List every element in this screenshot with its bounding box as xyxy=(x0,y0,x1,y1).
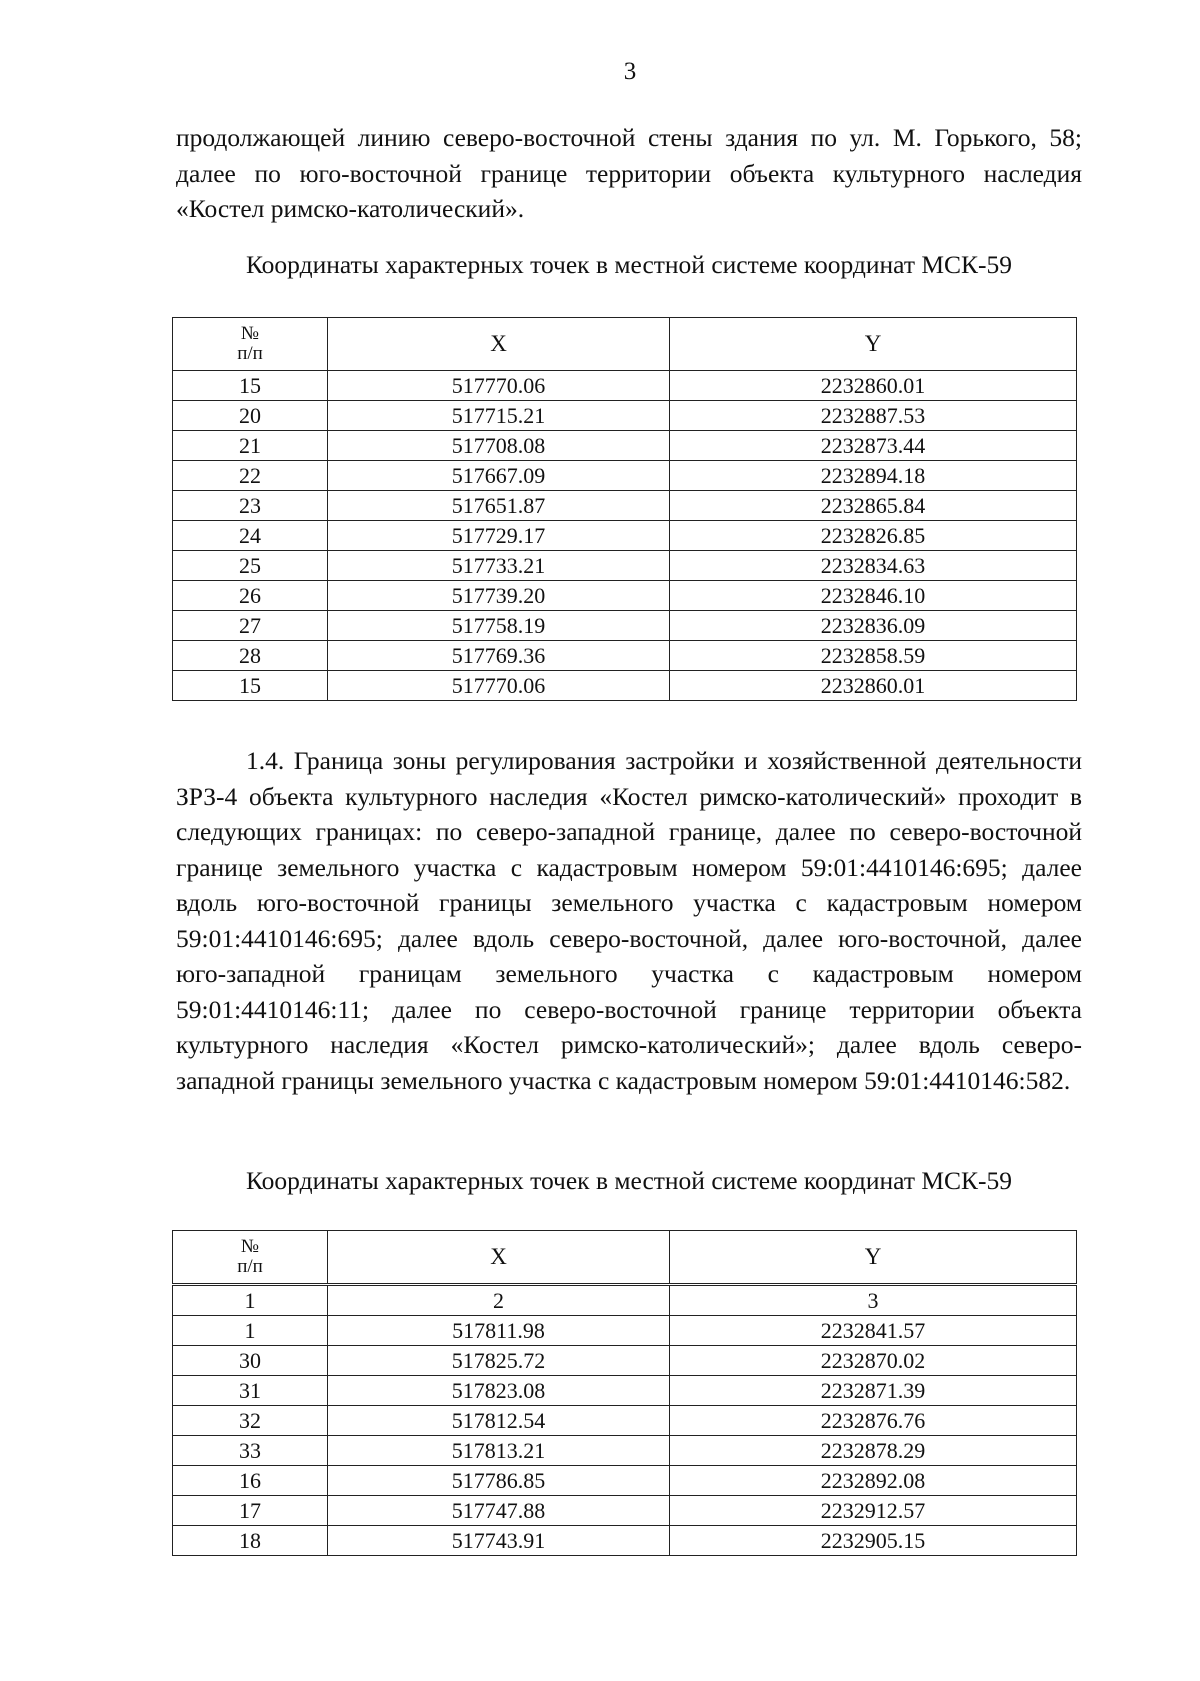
cell-x: 517743.91 xyxy=(328,1526,670,1556)
cell-y: 2232836.09 xyxy=(670,611,1077,641)
header-number-abbr: п/п xyxy=(237,1256,263,1277)
cell-number: 24 xyxy=(173,521,328,551)
cell-x: 517708.08 xyxy=(328,431,670,461)
cell-x: 517651.87 xyxy=(328,491,670,521)
table-header-row xyxy=(173,318,1077,371)
cell-x: 517715.21 xyxy=(328,401,670,431)
cell-number: 26 xyxy=(173,581,328,611)
table-row xyxy=(173,461,1077,491)
cell-y: 2232892.08 xyxy=(670,1466,1077,1496)
table-row xyxy=(173,581,1077,611)
cell-x: 517758.19 xyxy=(328,611,670,641)
cell-number: 31 xyxy=(173,1376,328,1406)
table-row xyxy=(173,1496,1077,1526)
header-x: X xyxy=(328,1231,670,1285)
table-row xyxy=(173,641,1077,671)
cell-x: 517825.72 xyxy=(328,1346,670,1376)
cell-number: 30 xyxy=(173,1346,328,1376)
table-row xyxy=(173,521,1077,551)
cell-x: 517811.98 xyxy=(328,1316,670,1346)
cell-y: 2232834.63 xyxy=(670,551,1077,581)
cell-y: 2232865.84 xyxy=(670,491,1077,521)
cell-x: 517739.20 xyxy=(328,581,670,611)
cell-y: 2232841.57 xyxy=(670,1316,1077,1346)
cell-x: 517813.21 xyxy=(328,1436,670,1466)
table-2-caption: Координаты характерных точек в местной системе координат МСК-59 xyxy=(245,1166,1013,1195)
cell-y: 2232860.01 xyxy=(670,371,1077,401)
cell-y: 2232873.44 xyxy=(670,431,1077,461)
table-row xyxy=(173,401,1077,431)
cell-number: 33 xyxy=(173,1436,328,1466)
cell-y: 2232894.18 xyxy=(670,461,1077,491)
cell-x: 517667.09 xyxy=(328,461,670,491)
table-row xyxy=(173,431,1077,461)
cell-number: 32 xyxy=(173,1406,328,1436)
coordinates-table-2 xyxy=(172,1230,1077,1556)
table-row xyxy=(173,1376,1077,1406)
paragraph-zone-boundary: 1.4. Граница зоны регулирования застройки и хозяйственной деятельности ЗРЗ-4 объекта культурного наследия «Костел римско-католический» проходит в следующих границах: по северо-западной границе, далее по северо-восточной границе земельного участка с кадастровым номером 59:01:4410146:695; далее вдоль юго-восточной границы земельного участка с кадастровым номером 59:01:4410146:695; далее вдоль северо-восточной, далее юго-восточной, далее юго-западной границам земельного участка с кадастровым номером 59:01:4410146:11; далее по северо-восточной границе территории объекта культурного наследия «Костел римско-католический»; далее вдоль северо-западной границы земельного участка с кадастровым номером 59:01:4410146:582. xyxy=(176,746,1082,1095)
table-row xyxy=(173,1406,1077,1436)
cell-number: 18 xyxy=(173,1526,328,1556)
cell-number: 27 xyxy=(173,611,328,641)
header-y: Y xyxy=(670,318,1077,371)
cell-x: 517769.36 xyxy=(328,641,670,671)
table-row xyxy=(173,491,1077,521)
coordinates-table-1 xyxy=(172,317,1077,701)
table-1-caption: Координаты характерных точек в местной системе координат МСК-59 xyxy=(245,250,1013,279)
cell-number: 23 xyxy=(173,491,328,521)
cell-x: 517786.85 xyxy=(328,1466,670,1496)
table-row xyxy=(173,1316,1077,1346)
cell-x: 517823.08 xyxy=(328,1376,670,1406)
table-row xyxy=(173,551,1077,581)
header-x: X xyxy=(328,318,670,371)
cell-number: 15 xyxy=(173,371,328,401)
table-row xyxy=(173,1285,1077,1316)
cell-number: 22 xyxy=(173,461,328,491)
cell-x: 517770.06 xyxy=(328,671,670,701)
cell-number: 28 xyxy=(173,641,328,671)
header-number-abbr: п/п xyxy=(237,343,263,364)
cell-x: 2 xyxy=(328,1285,670,1316)
cell-y: 2232912.57 xyxy=(670,1496,1077,1526)
table-row xyxy=(173,371,1077,401)
cell-y: 2232846.10 xyxy=(670,581,1077,611)
cell-number: 17 xyxy=(173,1496,328,1526)
cell-number: 15 xyxy=(173,671,328,701)
cell-number: 16 xyxy=(173,1466,328,1496)
table-row xyxy=(173,671,1077,701)
cell-x: 517770.06 xyxy=(328,371,670,401)
paragraph-continuation: продолжающей линию северо-восточной стены здания по ул. М. Горького, 58; далее по юго-восточной границе территории объекта культурного наследия «Костел римско-католический». xyxy=(176,123,1082,223)
cell-y: 3 xyxy=(670,1285,1077,1316)
cell-y: 2232860.01 xyxy=(670,671,1077,701)
table-row xyxy=(173,1436,1077,1466)
cell-y: 2232887.53 xyxy=(670,401,1077,431)
cell-y: 2232870.02 xyxy=(670,1346,1077,1376)
page-number: 3 xyxy=(623,58,637,85)
header-number xyxy=(173,318,328,371)
header-number-symbol: № xyxy=(240,1236,260,1257)
cell-x: 517812.54 xyxy=(328,1406,670,1436)
cell-y: 2232905.15 xyxy=(670,1526,1077,1556)
cell-y: 2232826.85 xyxy=(670,521,1077,551)
cell-number: 1 xyxy=(173,1285,328,1316)
cell-number: 20 xyxy=(173,401,328,431)
cell-x: 517729.17 xyxy=(328,521,670,551)
table-row xyxy=(173,611,1077,641)
table-row xyxy=(173,1346,1077,1376)
cell-y: 2232876.76 xyxy=(670,1406,1077,1436)
table-1-body xyxy=(173,371,1077,701)
header-y: Y xyxy=(670,1231,1077,1285)
cell-number: 1 xyxy=(173,1316,328,1346)
table-row xyxy=(173,1466,1077,1496)
cell-y: 2232871.39 xyxy=(670,1376,1077,1406)
cell-number: 25 xyxy=(173,551,328,581)
cell-x: 517733.21 xyxy=(328,551,670,581)
table-row xyxy=(173,1526,1077,1556)
table-2-body xyxy=(173,1285,1077,1556)
header-number xyxy=(173,1231,328,1285)
cell-y: 2232878.29 xyxy=(670,1436,1077,1466)
table-header-row xyxy=(173,1231,1077,1285)
cell-x: 517747.88 xyxy=(328,1496,670,1526)
cell-number: 21 xyxy=(173,431,328,461)
cell-y: 2232858.59 xyxy=(670,641,1077,671)
header-number-symbol: № xyxy=(240,323,260,344)
